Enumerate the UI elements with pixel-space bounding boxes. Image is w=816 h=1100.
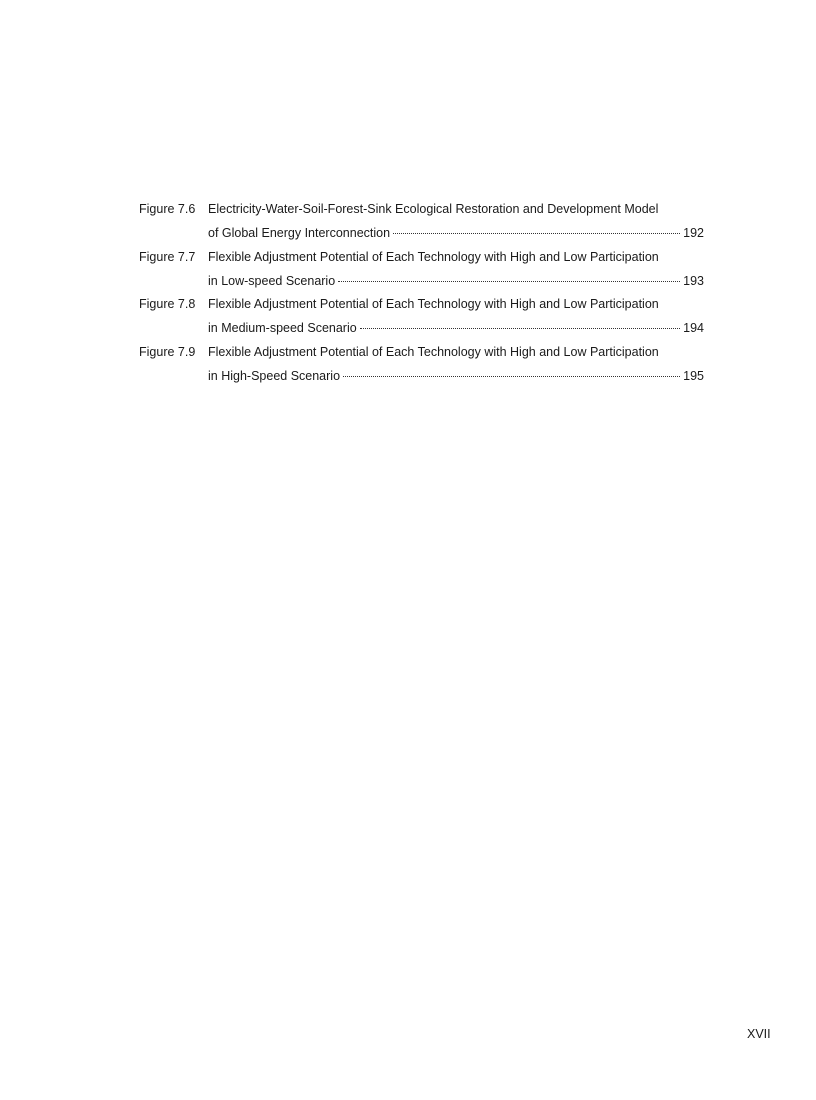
figure-title-line-2-row xyxy=(208,272,704,290)
figure-label: Figure 7.8 xyxy=(139,297,196,311)
page-number: XVII xyxy=(747,1027,771,1041)
figure-title-line-2: of Global Energy Interconnection xyxy=(208,226,391,240)
page-reference[interactable]: 195 xyxy=(683,368,704,383)
figure-title-line-2-row xyxy=(208,367,704,385)
figure-title-line-1: Flexible Adjustment Potential of Each Technology with High and Low Participation xyxy=(208,249,659,264)
figure-title-line-1: Flexible Adjustment Potential of Each Technology with High and Low Participation xyxy=(208,297,659,311)
figure-label: Figure 7.6 xyxy=(139,202,196,216)
figure-title-line-1: Flexible Adjustment Potential of Each Technology with High and Low Participation xyxy=(208,344,659,359)
dot-leader xyxy=(360,327,680,329)
figure-title-line-2: in Low-speed Scenario xyxy=(208,273,336,288)
page-reference[interactable]: 193 xyxy=(683,273,704,288)
list-of-figures xyxy=(139,200,704,390)
dot-leader xyxy=(393,232,680,234)
figure-title-line-1: Electricity-Water-Soil-Forest-Sink Ecological Restoration and Development Model xyxy=(208,202,659,216)
figure-label: Figure 7.9 xyxy=(139,344,196,359)
figure-label: Figure 7.7 xyxy=(139,249,196,264)
dot-leader xyxy=(343,375,680,377)
figure-title-line-2: in High-Speed Scenario xyxy=(208,368,341,383)
toc-entry-figure-7-8[interactable] xyxy=(139,295,704,343)
page-reference[interactable]: 192 xyxy=(683,226,704,240)
figure-title-line-2: in Medium-speed Scenario xyxy=(208,321,357,335)
toc-entry-figure-7-6[interactable] xyxy=(139,200,704,248)
dot-leader xyxy=(338,280,680,282)
toc-entry-figure-7-7[interactable] xyxy=(139,248,704,296)
figure-title-line-2-row xyxy=(208,224,704,242)
toc-entry-figure-7-9[interactable] xyxy=(139,343,704,391)
figure-title-line-2-row xyxy=(208,319,704,337)
page-reference[interactable]: 194 xyxy=(683,321,704,335)
